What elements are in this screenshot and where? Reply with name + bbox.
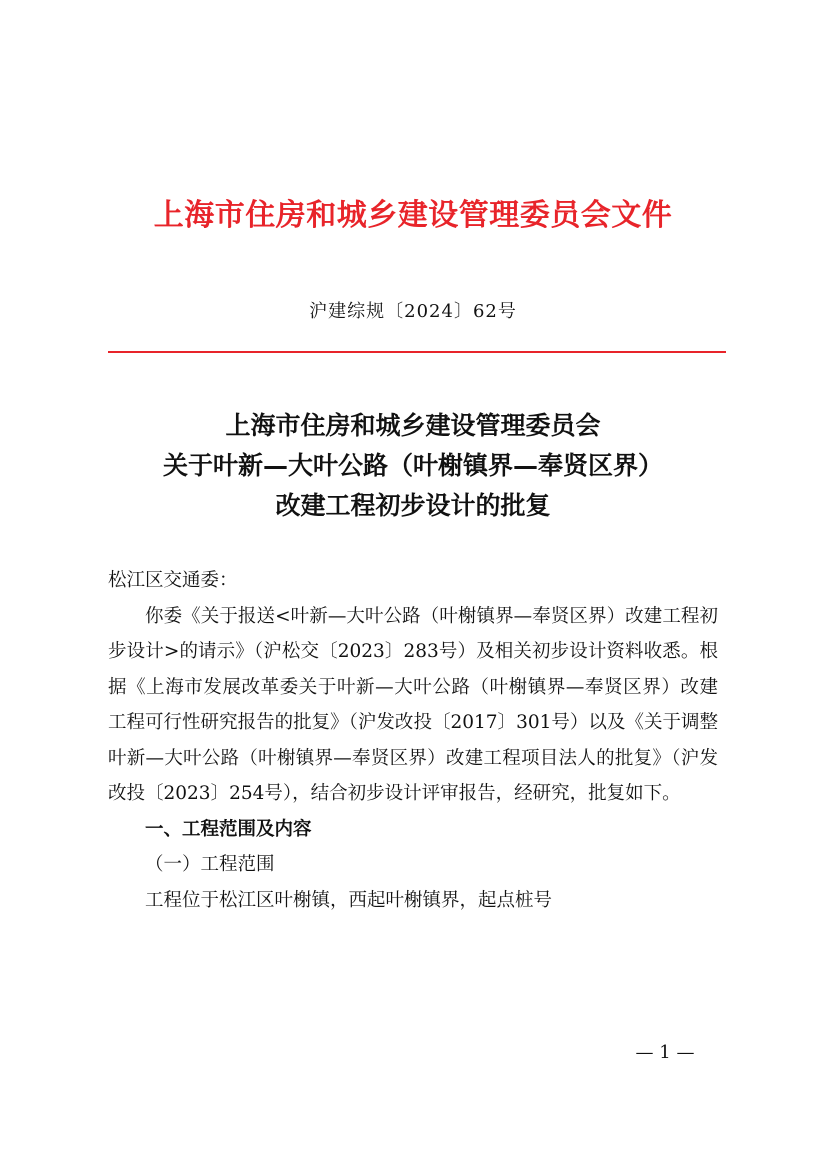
document-header-title: 上海市住房和城乡建设管理委员会文件 <box>153 198 673 233</box>
document-number: 沪建综规〔2024〕62号 <box>309 301 517 322</box>
section-heading-1: 一、工程范围及内容 <box>145 818 312 840</box>
page-number: — 1 — <box>635 1042 695 1063</box>
subsection-heading-1: （一）工程范围 <box>145 854 275 875</box>
title-line-1: 上海市住房和城乡建设管理委员会 <box>225 411 601 440</box>
paragraph-intro: 你委《关于报送<叶新—大叶公路（叶榭镇界—奉贤区界）改建工程初步设计>的请示》（沪松交〔2023〕283号）及相关初步设计资料收悉。根据《上海市发展改革委关于叶新—大叶公路（叶榭镇界—奉贤区界）改建工程可行性研究报告的批复》（沪发改投〔2017〕301号）以及《关于调整叶新—大叶公路（叶榭镇界—奉贤区界）改建工程项目法人的批复》（沪发改投〔2023〕254号），结合初步设计评审报告，经研究，批复如下。 <box>108 605 718 804</box>
title-line-3: 改建工程初步设计的批复 <box>275 491 551 520</box>
title-line-2: 关于叶新—大叶公路（叶榭镇界—奉贤区界） <box>162 451 663 480</box>
document-body <box>108 563 718 918</box>
salutation: 松江区交通委： <box>108 570 238 591</box>
paragraph-scope: 工程位于松江区叶榭镇，西起叶榭镇界，起点桩号 <box>145 889 553 911</box>
red-divider-line <box>108 351 726 353</box>
document-title <box>0 406 826 526</box>
